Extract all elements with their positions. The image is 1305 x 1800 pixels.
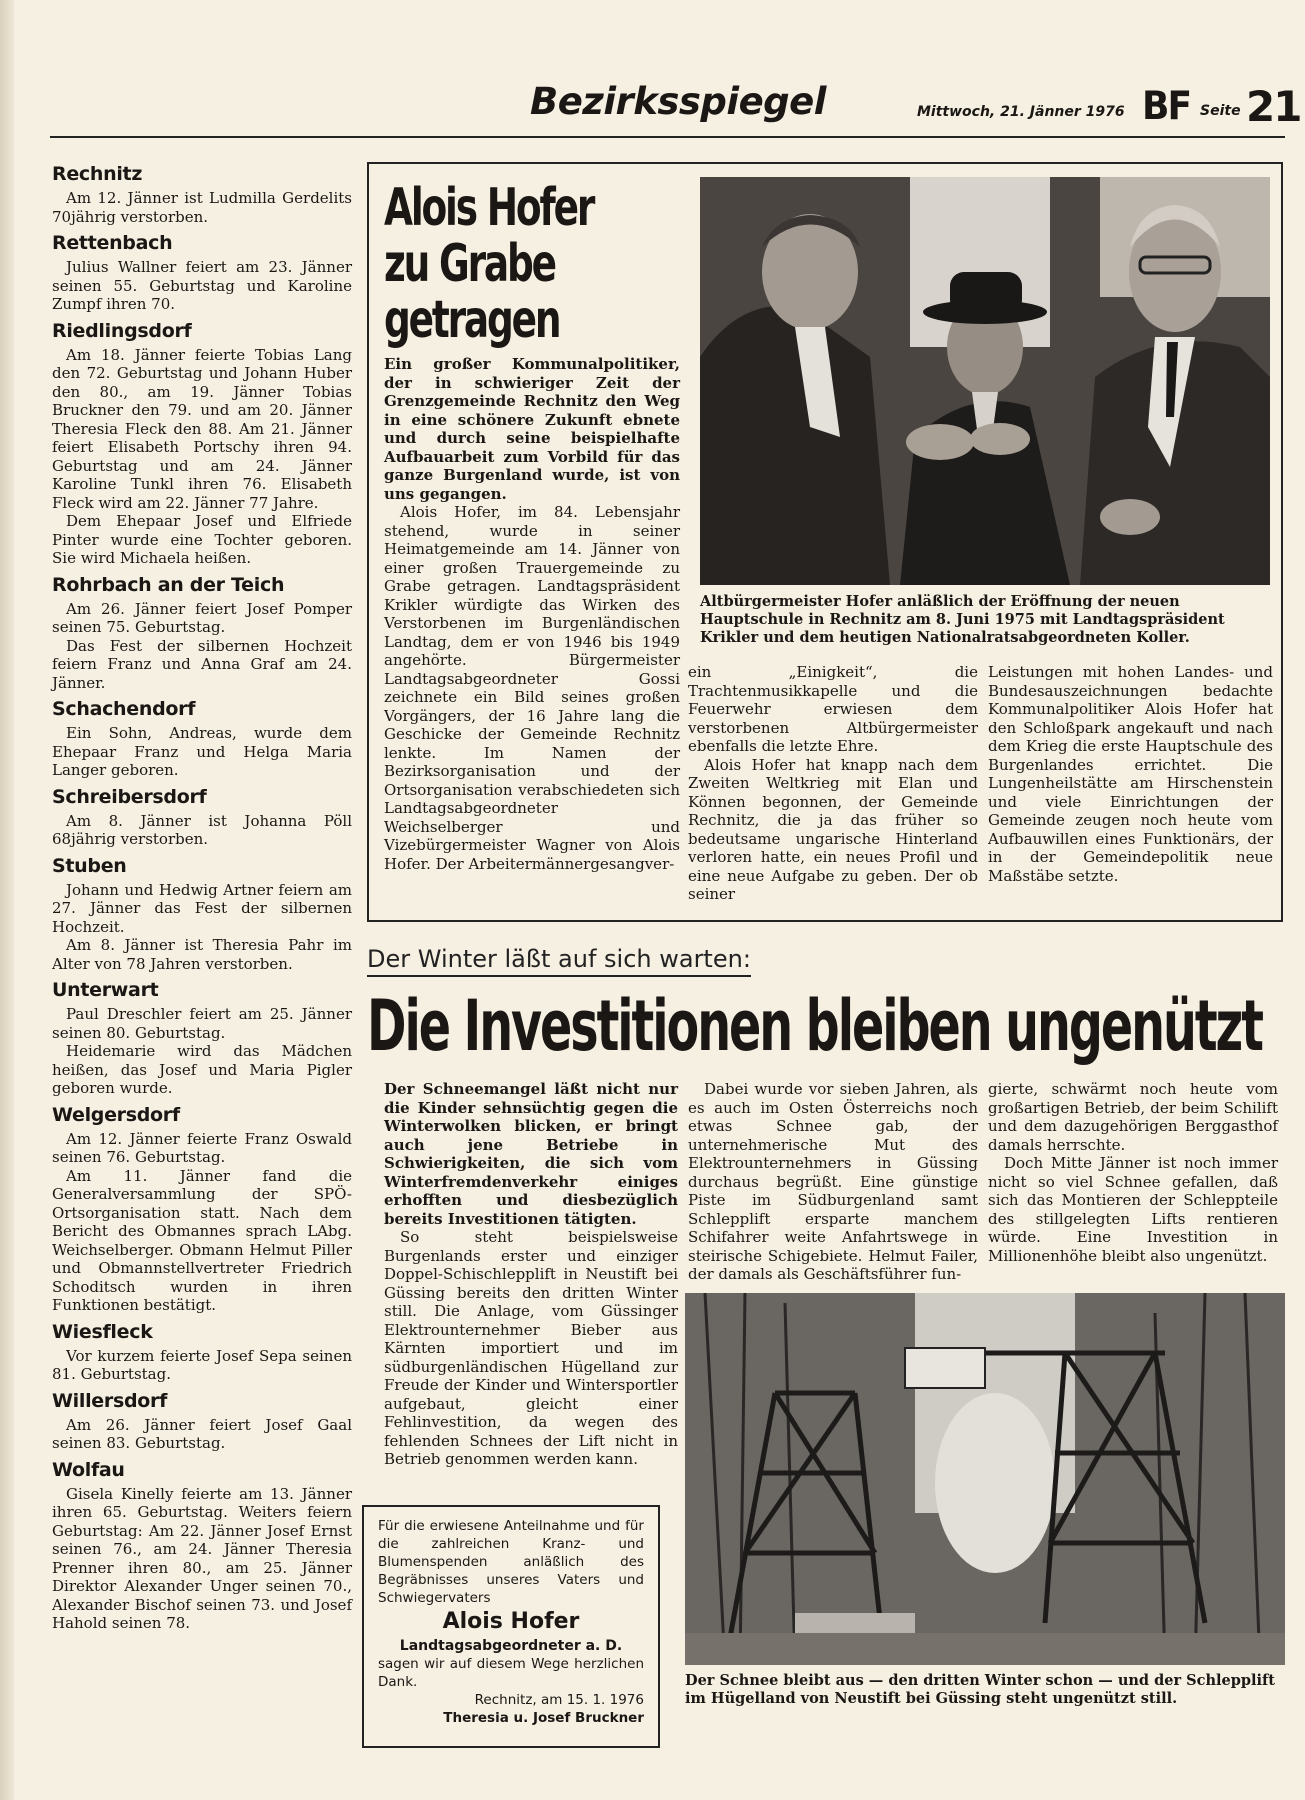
local-news-text: Am 8. Jänner ist Theresia Pahr im Alter von 78 Jahren verstorben. <box>52 936 352 973</box>
notice-text: Für die erwiesene Anteilnahme und für die zahlreichen Kranz- und Blumenspenden anläßlich des Begräbnisses unseres Vaters und Schwiegervaters <box>378 1518 644 1606</box>
notice-signature: Theresia u. Josef Bruckner <box>443 1710 644 1726</box>
town-heading: Welgersdorf <box>52 1103 180 1126</box>
obituary-column-2 <box>688 663 978 904</box>
town-heading: Schachendorf <box>52 698 196 720</box>
town-heading: Willersdorf <box>52 1389 168 1412</box>
local-news-item <box>52 855 352 974</box>
winter-lead: Der Schneemangel läßt nicht nur die Kinder sehnsüchtig gegen die Winterwolken blicken, er bringt auch jene Betriebe in Schwierigkeiten, die sich vom Winterfremdenverkehr einiges erhofften und diesbezüglich bereits Investitionen tätigten. <box>384 1080 678 1228</box>
header-rule <box>50 136 1285 138</box>
page-binding-edge <box>0 0 14 1800</box>
obituary-headline-line1: Alois Hofer <box>384 178 594 238</box>
town-heading: Rohrbach an der Teich <box>52 573 285 596</box>
local-news-text: Am 12. Jänner ist Ludmilla Gerdelits 70jährig verstorben. <box>52 189 352 226</box>
notice-title: Landtagsabgeordneter a. D. <box>399 1638 623 1654</box>
town-heading: Rettenbach <box>52 232 173 254</box>
local-news-text: Ein Sohn, Andreas, wurde dem Ehepaar Franz und Helga Maria Langer geboren. <box>52 724 352 779</box>
local-news-text: Am 26. Jänner feiert Josef Gaal seinen 83. Geburtstag. <box>52 1415 352 1452</box>
local-news-text: Am 18. Jänner feierte Tobias Lang den 72. Geburtstag und Johann Huber den 80., am 19. Jänner Tobias Bruckner den 79. und am 20. Jänner Theresia Fleck den 88. Am 21. Jänner feiert Elisabeth Portschy ihren 94. Geburtstag und am 24. Jänner Karoline Tunkl ihren 76. Elisabeth Fleck wird am 22. Jänner 77 Jahre. <box>52 345 352 512</box>
local-news-text: Vor kurzem feierte Josef Sepa seinen 81. Geburtstag. <box>52 1346 352 1383</box>
town-heading: Stuben <box>52 854 127 877</box>
obituary-lead: Ein großer Kommunalpolitiker, der in schwieriger Zeit der Grenzgemeinde Rechnitz den Weg in eine schönere Zukunft ebnete und durch seine beispielhafte Aufbauarbeit zum Vorbild für das ganze Burgenland wurde, ist von uns gegangen. <box>384 355 680 503</box>
local-news-text: Am 8. Jänner ist Johanna Pöll 68jährig verstorben. <box>52 811 352 848</box>
page-number: 21 <box>1246 82 1301 131</box>
page-label: Seite <box>1200 103 1241 119</box>
winter-column-3 <box>988 1080 1278 1265</box>
local-news-item <box>52 574 352 693</box>
town-heading: Unterwart <box>52 979 159 1001</box>
newspaper-logo: BF <box>1142 83 1191 130</box>
winter-column-2 <box>688 1080 978 1284</box>
town-heading: Riedlingsdorf <box>52 319 192 342</box>
section-title: Bezirksspiegel <box>530 80 826 123</box>
winter-paragraph: Dabei wurde vor sieben Jahren, als es auch im Osten Österreichs noch etwas Schnee gab, der unternehmerische Mut des Elektrounternehmers in Güssing durchaus begrüßt. Eine günstige Piste im Südburgenland samt Schlepplift ersparte manchem Schifahrer weite Anfahrtswege in steirische Schigebiete. Helmut Failer, der damals als Geschäftsführer fun- <box>688 1080 978 1283</box>
obituary-photo-caption: Altbürgermeister Hofer anläßlich der Eröffnung der neuen Hauptschule in Rechnitz am 8. Juni 1975 mit Landtagspräsident Krikler und dem heutigen Nationalratsabgeordneten Koller. <box>700 593 1225 646</box>
local-news-text: Heidemarie wird das Mädchen heißen, das Josef und Maria Pigler geboren wurde. <box>52 1042 352 1097</box>
obituary-headline-line3: getragen <box>384 290 560 350</box>
local-news-text: Das Fest der silbernen Hochzeit feiern Franz und Anna Graf am 24. Jänner. <box>52 636 352 692</box>
three-men-photo-illustration <box>700 177 1270 585</box>
obituary-headline-line2: zu Grabe <box>384 234 555 294</box>
winter-paragraph: So steht beispielsweise Burgenlands erster und einziger Doppel-Schischlepplift in Neustift bei Güssing bereits den dritten Winter still. Die Anlage, vom Güssinger Elektrounternehmer Bieber aus Kärnten importiert und im südburgenländischen Hügelland zur Freude der Kinder und Wintersportler aufgebaut, gleicht einer Fehlinvestition, da wegen des fehlenden Schnees der Lift nicht in Betrieb genommen werden kann. <box>384 1228 678 1468</box>
obituary-headline <box>384 178 594 350</box>
winter-paragraph: gierte, schwärmt noch heute vom großartigen Betrieb, der beim Schilift und dem dazugehörigen Berggasthof damals herrschte. <box>988 1080 1278 1154</box>
local-news-item <box>52 1104 352 1315</box>
obituary-paragraph: Leistungen mit hohen Landes- und Bundesauszeichnungen bedachte Kommunalpolitiker Alois Hofer hat den Schloßpark angekauft und nach dem Krieg die erste Hauptschule des Burgenlandes errichtet. Die Lungenheilstätte am Hirschenstein und viele Einrichtungen der Gemeinde zeugen noch heute vom Aufbauwillen eines Funktionärs, der in der Gemeindepolitik neue Maßstäbe setzte. <box>988 663 1273 885</box>
winter-column-1 <box>384 1080 678 1469</box>
local-news-text: Dem Ehepaar Josef und Elfriede Pinter wurde eine Tochter geboren. Sie wird Michaela heißen. <box>52 512 352 567</box>
town-heading: Wiesfleck <box>52 1320 153 1343</box>
local-news-text: Paul Dreschler feiert am 25. Jänner seinen 80. Geburtstag. <box>52 1005 352 1042</box>
local-news-text: Johann und Hedwig Artner feiern am 27. Jänner das Fest der silbernen Hochzeit. <box>52 880 352 936</box>
notice-thanks: sagen wir auf diesem Wege herzlichen Dank. <box>378 1656 644 1690</box>
local-news-item <box>52 1459 352 1633</box>
obituary-column-3 <box>988 663 1273 885</box>
winter-article-headline: Die Investitionen bleiben ungenützt <box>367 985 1262 1067</box>
obituary-paragraph: ein „Einigkeit“, die Trachtenmusikkapelle und die Feuerwehr erwiesen dem verstorbenen Altbürgermeister ebenfalls die letzte Ehre. <box>688 663 978 755</box>
obituary-column-1 <box>384 355 680 873</box>
skilift-photo <box>685 1293 1285 1665</box>
local-news-item <box>52 1390 352 1453</box>
local-news-item <box>52 320 352 568</box>
notice-name: Alois Hofer <box>442 1609 580 1634</box>
notice-place-date: Rechnitz, am 15. 1. 1976 <box>474 1692 644 1708</box>
local-news-item <box>52 786 352 849</box>
local-news-item <box>52 163 352 226</box>
local-news-text: Julius Wallner feiert am 23. Jänner seinen 55. Geburtstag und Karoline Zumpf ihren 70. <box>52 258 352 313</box>
local-news-item <box>52 232 352 314</box>
skilift-photo-caption: Der Schnee bleibt aus — den dritten Winter schon — und der Schlepplift im Hügelland von Neustift bei Güssing steht ungenützt still. <box>685 1672 1275 1707</box>
thank-you-notice <box>362 1505 660 1748</box>
ski-lift-photo-illustration <box>685 1293 1285 1665</box>
obituary-paragraph: Alois Hofer, im 84. Lebensjahr stehend, wurde in seiner Heimatgemeinde am 14. Jänner von einer großen Trauergemeinde zu Grabe getragen. Landtagspräsident Krikler würdigte das Wirken des Verstorbenen im Burgenländischen Landtag, dem er von 1946 bis 1949 angehörte. Bürgermeister Landtagsabgeordneter Gossi zeichnete ein Bild seines großen Vorgängers, der 16 Jahre lang die Geschicke der Gemeinde Rechnitz lenkte. Im Namen der Bezirksorganisation und der Ortsorganisation verabschiedeten sich Landtagsabgeordneter Weichselberger und Vizebürgermeister Wagner von Alois Hofer. Der Arbeitermännergesangver- <box>384 503 680 873</box>
local-news-item <box>52 698 352 780</box>
town-heading: Schreibersdorf <box>52 785 207 808</box>
town-heading: Rechnitz <box>52 163 143 185</box>
local-news-item <box>52 1321 352 1384</box>
local-news-text: Gisela Kinelly feierte am 13. Jänner ihren 65. Geburtstag. Weiters feiern Geburtstag: Am 22. Jänner Josef Ernst seinen 76., am 24. Jänner Theresia Prenner ihren 80., am 25. Jänner Direktor Alexander Unger seinen 70., Alexander Bischof seinen 73. und Josef Hahold seinen 78. <box>52 1484 352 1632</box>
issue-date: Mittwoch, 21. Jänner 1976 <box>917 104 1125 120</box>
local-news-text: Am 26. Jänner feiert Josef Pomper seinen 75. Geburtstag. <box>52 599 352 636</box>
winter-paragraph: Doch Mitte Jänner ist noch immer nicht so viel Schnee gefallen, daß sich das Montieren der Schleppteile des stillgelegten Lifts rentieren würde. Eine Investition in Millionenhöhe bleibt also ungenützt. <box>988 1154 1278 1265</box>
winter-article-kicker: Der Winter läßt auf sich warten: <box>367 945 751 977</box>
local-news-text: Am 12. Jänner feierte Franz Oswald seinen 76. Geburtstag. <box>52 1129 352 1166</box>
town-heading: Wolfau <box>52 1458 125 1481</box>
local-news-item <box>52 979 352 1098</box>
obituary-paragraph: Alois Hofer hat knapp nach dem Zweiten Weltkrieg mit Elan und Können begonnen, der Gemeinde Rechnitz, die ja das früher so bedeutsame ungarische Hinterland verloren hatte, ein neues Profil und eine neue Aufgabe zu geben. Der ob seiner <box>688 755 978 903</box>
local-news-column <box>52 157 352 1633</box>
local-news-text: Am 11. Jänner fand die Generalversammlung der SPÖ-Ortsorganisation statt. Nach dem Bericht des Obmannes sprach LAbg. Weichselberger. Obmann Helmut Piller und Obmannstellvertreter Friedrich Schoditsch wurden in ihren Funktionen bestätigt. <box>52 1166 352 1314</box>
obituary-photo <box>700 177 1270 585</box>
